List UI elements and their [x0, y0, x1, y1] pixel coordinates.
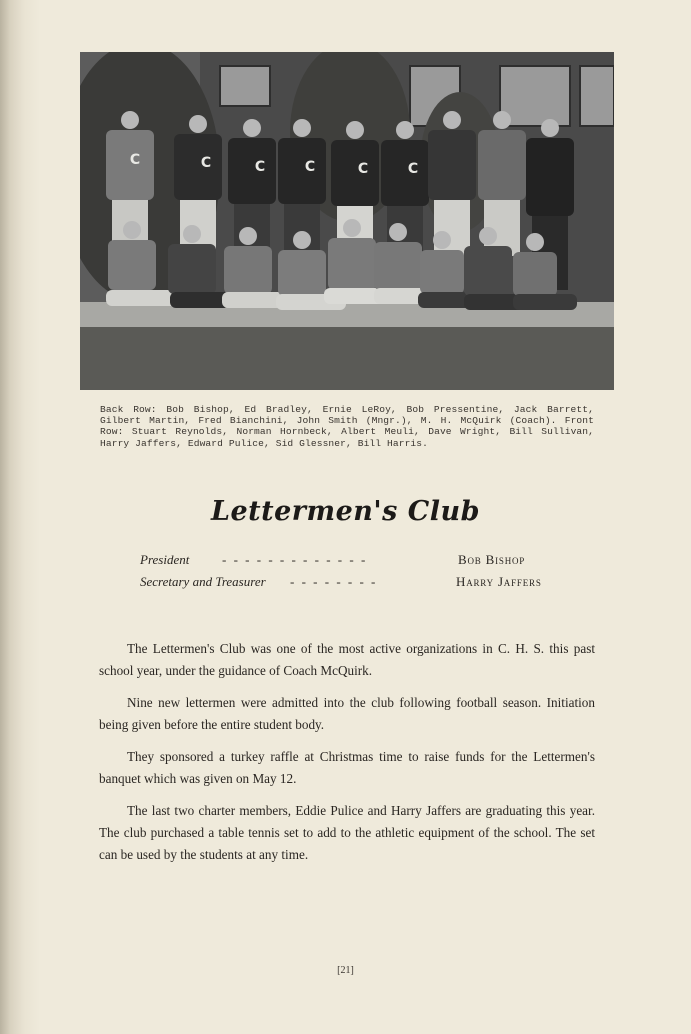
sweater-letter: C — [254, 159, 266, 175]
paragraph: The last two charter members, Eddie Pulice and Harry Jaffers are graduating this year. The club purchased a table tennis set to add to the athletic equipment of the school. The set can be used by the students at any time. — [99, 803, 595, 862]
paragraph: The Lettermen's Club was one of the most active organizations in C. H. S. this past school year, under the guidance of Coach McQuirk. — [99, 641, 595, 678]
leader-dots: - - - - - - - - - - - - - — [222, 552, 368, 567]
sweater-letter: C — [200, 155, 212, 171]
officer-row-president — [140, 552, 560, 572]
paragraph: They sponsored a turkey raffle at Christmas time to raise funds for the Lettermen's banquet which was given on May 12. — [99, 749, 595, 786]
group-photo-image — [80, 52, 614, 390]
officer-role: President — [140, 552, 190, 567]
sweater-letter: C — [129, 152, 141, 168]
page-number: [21] — [337, 965, 354, 976]
group-photo — [80, 52, 614, 390]
photo-caption: Back Row: Bob Bishop, Ed Bradley, Ernie LeRoy, Bob Pressentine, Jack Barrett, Gilbert Martin, Fred Bianchini, John Smith (Mngr.), M. H. McQuirk (Coach). Front Row: Stuart Reynolds, Norman Hornbeck, Albert Meuli, Dave Wright, Bill Sullivan, Harry Jaffers, Edward Pulice, Sid Glessner, Bill Harris. — [100, 404, 594, 449]
sweater-letter: C — [357, 161, 369, 177]
officer-role: Secretary and Treasurer — [140, 574, 266, 589]
paragraph: Nine new lettermen were admitted into the club following football season. Initiation being given before the entire student body. — [99, 695, 595, 732]
page-title: Lettermen's Club — [210, 496, 480, 527]
officer-name: Harry Jaffers — [456, 574, 542, 589]
officer-name: Bob Bishop — [458, 552, 526, 567]
sweater-letter: C — [304, 159, 316, 175]
officer-row-secretary — [140, 574, 560, 594]
leader-dots: - - - - - - - - — [290, 574, 378, 589]
sweater-letter: C — [407, 161, 419, 177]
